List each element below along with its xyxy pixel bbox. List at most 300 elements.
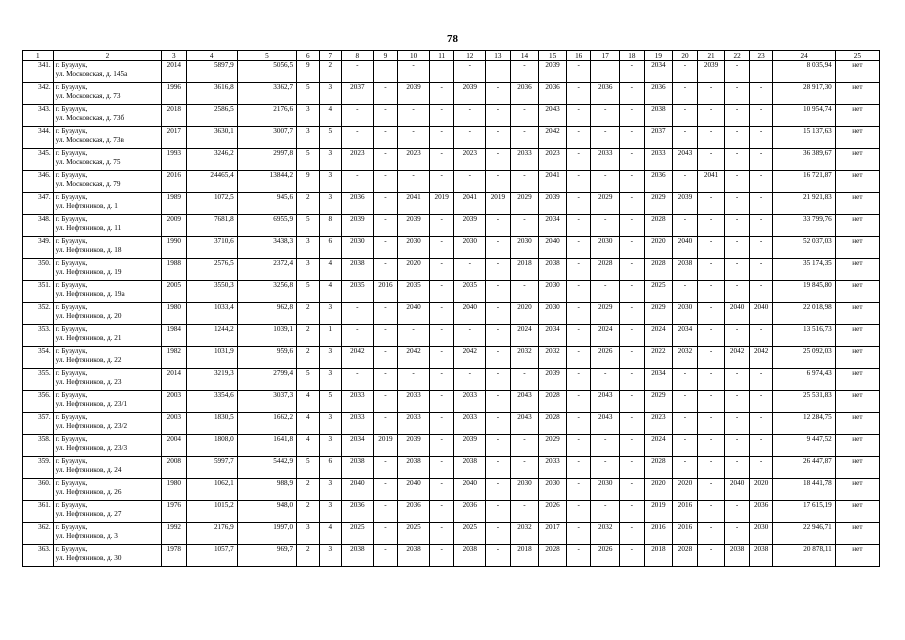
value-cell: 2586,5 <box>186 105 237 127</box>
row-number: 349. <box>23 237 54 259</box>
housing-table <box>22 50 880 567</box>
value-cell: 2036 <box>591 83 620 105</box>
value-cell: 2028 <box>539 413 567 435</box>
value-cell: 2014 <box>162 369 187 391</box>
value-cell: 1039,1 <box>237 325 296 347</box>
value-cell: - <box>673 281 698 303</box>
value-cell: 4 <box>297 391 319 413</box>
value-cell: 1057,7 <box>186 545 237 567</box>
value-cell: - <box>620 501 645 523</box>
value-cell: - <box>342 127 374 149</box>
row-number: 355. <box>23 369 54 391</box>
address-cell <box>53 105 161 127</box>
value-cell: - <box>454 61 486 83</box>
value-cell: 2004 <box>162 435 187 457</box>
value-cell: 8 <box>319 215 341 237</box>
value-cell: - <box>566 259 591 281</box>
address-street: ул. Нефтяников, д. 21 <box>55 334 122 342</box>
value-cell: 5 <box>297 281 319 303</box>
header-cell: 5 <box>237 51 296 61</box>
cost-cell: 17 615,19 <box>773 501 835 523</box>
value-cell: - <box>566 193 591 215</box>
header-cell: 23 <box>749 51 773 61</box>
value-cell: 2576,5 <box>186 259 237 281</box>
value-cell: 4 <box>297 413 319 435</box>
value-cell: - <box>373 237 398 259</box>
flag-cell: нет <box>835 215 879 237</box>
row-number: 362. <box>23 523 54 545</box>
value-cell: 2997,8 <box>237 149 296 171</box>
value-cell: - <box>373 479 398 501</box>
header-cell: 21 <box>697 51 725 61</box>
value-cell: 2029 <box>591 303 620 325</box>
value-cell: - <box>591 435 620 457</box>
value-cell: - <box>566 281 591 303</box>
value-cell: 2042 <box>539 127 567 149</box>
value-cell: - <box>510 501 539 523</box>
value-cell: - <box>749 237 773 259</box>
flag-cell: нет <box>835 303 879 325</box>
flag-cell: нет <box>835 259 879 281</box>
value-cell: 948,0 <box>237 501 296 523</box>
value-cell: 2019 <box>429 193 454 215</box>
value-cell: 2022 <box>644 347 673 369</box>
value-cell: 3550,3 <box>186 281 237 303</box>
value-cell: - <box>620 325 645 347</box>
value-cell: 1980 <box>162 303 187 325</box>
address-cell <box>53 325 161 347</box>
value-cell: 4 <box>319 523 341 545</box>
flag-cell: нет <box>835 479 879 501</box>
header-cell: 13 <box>486 51 511 61</box>
value-cell: 3007,7 <box>237 127 296 149</box>
value-cell: 2017 <box>162 127 187 149</box>
table-row <box>23 259 880 281</box>
value-cell: - <box>725 413 750 435</box>
value-cell: 3 <box>297 105 319 127</box>
address-street: ул. Нефтяников, д. 27 <box>55 510 122 518</box>
address-street: ул. Московская, д. 75 <box>55 158 121 166</box>
value-cell: 1072,5 <box>186 193 237 215</box>
value-cell: 2038 <box>673 259 698 281</box>
value-cell: - <box>697 215 725 237</box>
value-cell: 3616,8 <box>186 83 237 105</box>
value-cell: - <box>697 303 725 325</box>
table-row <box>23 391 880 413</box>
value-cell: 2040 <box>342 479 374 501</box>
cost-cell: 22 946,71 <box>773 523 835 545</box>
flag-cell: нет <box>835 105 879 127</box>
value-cell: - <box>697 523 725 545</box>
address-cell <box>53 479 161 501</box>
value-cell: - <box>673 369 698 391</box>
value-cell: 2020 <box>398 259 430 281</box>
value-cell: 2020 <box>510 303 539 325</box>
value-cell: - <box>749 193 773 215</box>
value-cell: 2040 <box>539 237 567 259</box>
value-cell: - <box>620 237 645 259</box>
flag-cell: нет <box>835 545 879 567</box>
value-cell: - <box>486 171 511 193</box>
value-cell: - <box>697 127 725 149</box>
table-row <box>23 325 880 347</box>
address-street: ул. Нефтяников, д. 30 <box>55 554 122 562</box>
value-cell: 1830,5 <box>186 413 237 435</box>
value-cell: 2041 <box>539 171 567 193</box>
value-cell: - <box>342 171 374 193</box>
value-cell: 5 <box>297 457 319 479</box>
value-cell: - <box>620 545 645 567</box>
value-cell: 2030 <box>539 281 567 303</box>
value-cell: - <box>725 259 750 281</box>
value-cell: 2039 <box>398 215 430 237</box>
value-cell: 1641,8 <box>237 435 296 457</box>
value-cell: 2034 <box>342 435 374 457</box>
value-cell: - <box>697 149 725 171</box>
cost-cell: 18 441,78 <box>773 479 835 501</box>
table-row <box>23 523 880 545</box>
value-cell: - <box>749 259 773 281</box>
value-cell: - <box>373 369 398 391</box>
value-cell: - <box>429 391 454 413</box>
flag-cell: нет <box>835 171 879 193</box>
value-cell: - <box>486 215 511 237</box>
value-cell: 2016 <box>673 523 698 545</box>
value-cell: 2043 <box>673 149 698 171</box>
value-cell: 2030 <box>539 303 567 325</box>
header-cell: 7 <box>319 51 341 61</box>
cost-cell: 10 954,74 <box>773 105 835 127</box>
value-cell: - <box>486 413 511 435</box>
value-cell: 2036 <box>539 83 567 105</box>
row-number: 343. <box>23 105 54 127</box>
value-cell: - <box>725 193 750 215</box>
value-cell: - <box>486 545 511 567</box>
address-city: г. Бузулук, <box>55 347 88 355</box>
value-cell: 1 <box>319 325 341 347</box>
value-cell: - <box>342 61 374 83</box>
value-cell: - <box>429 435 454 457</box>
value-cell: - <box>373 413 398 435</box>
value-cell: - <box>749 457 773 479</box>
row-number: 363. <box>23 545 54 567</box>
value-cell: - <box>725 171 750 193</box>
value-cell: - <box>566 523 591 545</box>
address-city: г. Бузулук, <box>55 501 88 509</box>
value-cell: 2 <box>297 545 319 567</box>
value-cell: 3 <box>319 83 341 105</box>
cost-cell: 33 799,76 <box>773 215 835 237</box>
value-cell: 2039 <box>539 369 567 391</box>
value-cell: - <box>749 127 773 149</box>
value-cell: 2 <box>319 61 341 83</box>
value-cell: 2036 <box>510 83 539 105</box>
address-street: ул. Московская, д. 73 <box>55 92 121 100</box>
value-cell: 2032 <box>539 347 567 369</box>
value-cell: 2017 <box>539 523 567 545</box>
value-cell: 2025 <box>644 281 673 303</box>
value-cell: - <box>566 347 591 369</box>
value-cell: 2 <box>297 193 319 215</box>
table-row <box>23 435 880 457</box>
header-cell: 3 <box>162 51 187 61</box>
value-cell: - <box>486 237 511 259</box>
address-cell <box>53 369 161 391</box>
address-street: ул. Московская, д. 79 <box>55 180 121 188</box>
flag-cell: нет <box>835 149 879 171</box>
address-cell <box>53 215 161 237</box>
address-cell <box>53 171 161 193</box>
value-cell: - <box>725 83 750 105</box>
value-cell: 2039 <box>697 61 725 83</box>
value-cell: 2036 <box>398 501 430 523</box>
value-cell: 5056,5 <box>237 61 296 83</box>
value-cell: 9 <box>297 61 319 83</box>
value-cell: - <box>749 413 773 435</box>
value-cell: - <box>725 281 750 303</box>
value-cell: 2034 <box>673 325 698 347</box>
value-cell: 2025 <box>454 523 486 545</box>
row-number: 354. <box>23 347 54 369</box>
value-cell: 2028 <box>539 545 567 567</box>
value-cell: - <box>429 545 454 567</box>
value-cell: - <box>486 325 511 347</box>
value-cell: 2033 <box>539 457 567 479</box>
value-cell: - <box>749 281 773 303</box>
cost-cell: 35 174,35 <box>773 259 835 281</box>
cost-cell: 9 447,52 <box>773 435 835 457</box>
value-cell: - <box>373 215 398 237</box>
value-cell: 2019 <box>486 193 511 215</box>
value-cell: 2029 <box>510 193 539 215</box>
value-cell: 2030 <box>454 237 486 259</box>
address-street: ул. Нефтяников, д. 23/1 <box>55 400 128 408</box>
value-cell: 2018 <box>644 545 673 567</box>
value-cell: - <box>486 435 511 457</box>
flag-cell: нет <box>835 83 879 105</box>
address-cell <box>53 281 161 303</box>
flag-cell: нет <box>835 237 879 259</box>
value-cell: 2026 <box>591 545 620 567</box>
value-cell: 24465,4 <box>186 171 237 193</box>
value-cell: 2032 <box>510 347 539 369</box>
value-cell: - <box>373 347 398 369</box>
value-cell: - <box>620 215 645 237</box>
value-cell: - <box>398 171 430 193</box>
value-cell: - <box>725 325 750 347</box>
value-cell: 2020 <box>673 479 698 501</box>
flag-cell: нет <box>835 457 879 479</box>
cost-cell: 16 721,87 <box>773 171 835 193</box>
row-number: 347. <box>23 193 54 215</box>
value-cell: - <box>429 237 454 259</box>
address-street: ул. Нефтяников, д. 23/2 <box>55 422 128 430</box>
value-cell: 2030 <box>591 237 620 259</box>
value-cell: 2033 <box>342 391 374 413</box>
value-cell: - <box>486 127 511 149</box>
value-cell: 7681,8 <box>186 215 237 237</box>
value-cell: 3 <box>319 303 341 325</box>
value-cell: 5442,9 <box>237 457 296 479</box>
value-cell: - <box>697 105 725 127</box>
value-cell: 2023 <box>644 413 673 435</box>
value-cell: 4 <box>319 105 341 127</box>
value-cell: - <box>486 369 511 391</box>
value-cell: 2038 <box>749 545 773 567</box>
value-cell: 969,7 <box>237 545 296 567</box>
address-street: ул. Нефтяников, д. 19а <box>55 290 125 298</box>
row-number: 358. <box>23 435 54 457</box>
table-row <box>23 193 880 215</box>
value-cell: - <box>566 325 591 347</box>
value-cell: 2041 <box>398 193 430 215</box>
value-cell: - <box>510 171 539 193</box>
value-cell: 2043 <box>510 413 539 435</box>
header-cell: 4 <box>186 51 237 61</box>
value-cell: 3 <box>297 259 319 281</box>
value-cell: - <box>373 457 398 479</box>
value-cell <box>429 61 454 83</box>
value-cell: - <box>697 391 725 413</box>
value-cell: - <box>725 391 750 413</box>
address-city: г. Бузулук, <box>55 391 88 399</box>
value-cell: 2016 <box>644 523 673 545</box>
value-cell: 1997,0 <box>237 523 296 545</box>
cost-cell: 26 447,87 <box>773 457 835 479</box>
value-cell: - <box>749 215 773 237</box>
value-cell: - <box>749 435 773 457</box>
value-cell: 1033,4 <box>186 303 237 325</box>
value-cell: 2035 <box>454 281 486 303</box>
header-cell: 16 <box>566 51 591 61</box>
value-cell: 2033 <box>510 149 539 171</box>
value-cell: 2028 <box>644 457 673 479</box>
address-cell <box>53 435 161 457</box>
cost-cell: 25 092,03 <box>773 347 835 369</box>
value-cell: 9 <box>297 171 319 193</box>
header-cell: 25 <box>835 51 879 61</box>
value-cell: 988,9 <box>237 479 296 501</box>
value-cell: - <box>342 369 374 391</box>
cost-cell: 22 018,98 <box>773 303 835 325</box>
value-cell: 4 <box>297 435 319 457</box>
value-cell: - <box>486 501 511 523</box>
table-row <box>23 237 880 259</box>
value-cell: - <box>566 171 591 193</box>
value-cell: 5 <box>297 215 319 237</box>
value-cell: - <box>429 369 454 391</box>
value-cell: - <box>398 325 430 347</box>
address-city: г. Бузулук, <box>55 413 88 421</box>
value-cell: 962,8 <box>237 303 296 325</box>
value-cell: - <box>620 523 645 545</box>
value-cell: 2 <box>297 479 319 501</box>
value-cell: 2 <box>297 501 319 523</box>
header-cell: 15 <box>539 51 567 61</box>
address-city: г. Бузулук, <box>55 149 88 157</box>
value-cell: - <box>673 413 698 435</box>
value-cell: 3362,7 <box>237 83 296 105</box>
value-cell: 2036 <box>342 193 374 215</box>
value-cell: - <box>566 479 591 501</box>
value-cell: 2039 <box>398 83 430 105</box>
value-cell: 2039 <box>539 193 567 215</box>
cost-cell: 28 917,30 <box>773 83 835 105</box>
value-cell: 2026 <box>539 501 567 523</box>
value-cell: - <box>510 281 539 303</box>
value-cell: 3037,3 <box>237 391 296 413</box>
value-cell: - <box>697 281 725 303</box>
value-cell: - <box>566 215 591 237</box>
address-city: г. Бузулук, <box>55 303 88 311</box>
address-street: ул. Нефтяников, д. 19 <box>55 268 122 276</box>
address-street: ул. Московская, д. 145а <box>55 70 128 78</box>
value-cell: - <box>749 149 773 171</box>
header-cell: 2 <box>53 51 161 61</box>
value-cell: 5 <box>297 83 319 105</box>
value-cell: - <box>373 325 398 347</box>
value-cell: 2038 <box>539 259 567 281</box>
value-cell: 2038 <box>342 457 374 479</box>
value-cell: 3 <box>319 171 341 193</box>
value-cell: - <box>591 105 620 127</box>
value-cell: 1976 <box>162 501 187 523</box>
cost-cell: 6 974,43 <box>773 369 835 391</box>
value-cell: - <box>620 61 645 83</box>
value-cell: 3246,2 <box>186 149 237 171</box>
value-cell: - <box>697 259 725 281</box>
value-cell: 4 <box>319 259 341 281</box>
value-cell: 3 <box>319 479 341 501</box>
value-cell: - <box>454 325 486 347</box>
value-cell: 1992 <box>162 523 187 545</box>
row-number: 344. <box>23 127 54 149</box>
table-row <box>23 501 880 523</box>
value-cell: - <box>486 391 511 413</box>
value-cell: - <box>620 435 645 457</box>
header-cell: 12 <box>454 51 486 61</box>
value-cell: - <box>591 215 620 237</box>
address-cell <box>53 413 161 435</box>
value-cell: 2040 <box>398 479 430 501</box>
value-cell: 2029 <box>644 391 673 413</box>
value-cell: 1662,2 <box>237 413 296 435</box>
value-cell: 2033 <box>342 413 374 435</box>
value-cell: 3 <box>319 347 341 369</box>
value-cell: 2042 <box>749 347 773 369</box>
page-number: 78 <box>447 33 458 45</box>
table-row <box>23 347 880 369</box>
value-cell: - <box>454 171 486 193</box>
table-row <box>23 171 880 193</box>
value-cell: 2030 <box>510 479 539 501</box>
value-cell: 2034 <box>539 215 567 237</box>
flag-cell: нет <box>835 523 879 545</box>
value-cell: - <box>725 369 750 391</box>
cost-cell: 20 878,11 <box>773 545 835 567</box>
address-street: ул. Московская, д. 73б <box>55 114 125 122</box>
value-cell: 3 <box>319 149 341 171</box>
value-cell: 2037 <box>342 83 374 105</box>
value-cell: - <box>373 149 398 171</box>
value-cell: 3 <box>297 127 319 149</box>
value-cell: - <box>749 369 773 391</box>
value-cell: - <box>697 501 725 523</box>
value-cell: - <box>620 127 645 149</box>
address-city: г. Бузулук, <box>55 127 88 135</box>
value-cell: - <box>373 171 398 193</box>
address-cell <box>53 127 161 149</box>
